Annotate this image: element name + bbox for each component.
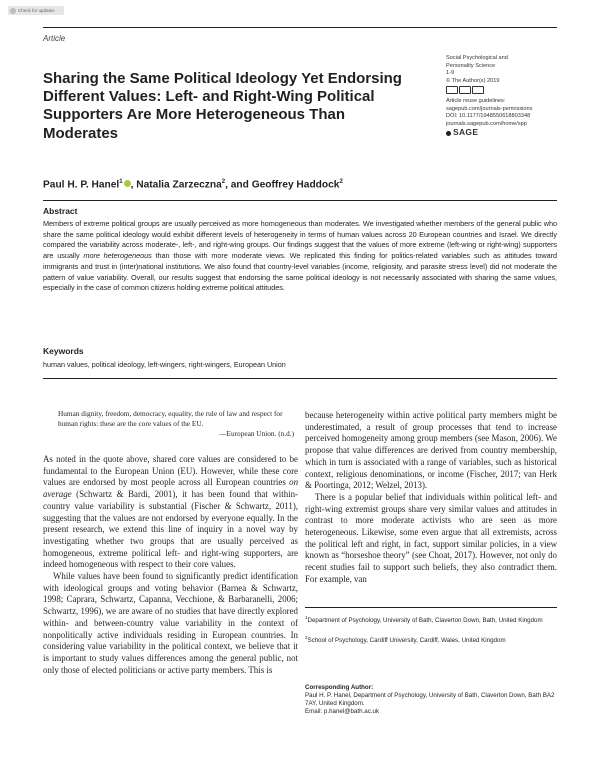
abstract-part: Members of extreme political groups are usually perceived as more homogeneous than moderates. We investigated whether members of the general public who share the same political ideology would exhibit different levels of heterogeneity in terms of human values across 20 European countries and Israel. We directly compared the variability across moderate-, left-, and right-wing groups. Our findings suggest that the values of more extreme (left-wing or right-wing) supporters are usually [43, 219, 557, 261]
journal-line: Article reuse guidelines: [446, 97, 506, 104]
paragraph [43, 454, 298, 571]
text-emphasis: on average [43, 477, 298, 500]
corresponding-address: Paul H. P. Hanel, Department of Psychology, University of Bath, Claverton Down, Bath BA2 7AY, United Kingdom. [305, 692, 555, 708]
permissions-link[interactable]: sagepub.com/journals-permissions [446, 105, 533, 112]
journal-line: Social Psychological and [446, 55, 508, 61]
journal-info [446, 55, 558, 137]
article-type: Article [43, 34, 66, 43]
author-name: , and Geoffrey Haddock [225, 179, 340, 191]
corresponding-heading: Corresponding Author: [305, 684, 374, 691]
corresponding-email[interactable]: Email: p.hanel@bath.ac.uk [305, 708, 380, 716]
author-list [43, 179, 343, 190]
header-rule [43, 27, 557, 28]
affiliation-footnote [305, 614, 557, 625]
sage-mark-icon [446, 131, 451, 136]
epigraph-source: —European Union. (n.d.) [219, 429, 294, 438]
footnote-text: School of Psychology, Cardiff University, Cardiff, Wales, United Kingdom [307, 637, 506, 645]
author-name: Paul H. P. Hanel [43, 179, 120, 191]
cc-license-icon[interactable] [446, 86, 484, 94]
affiliation-marker: 1 [119, 179, 123, 185]
journal-home-link[interactable]: journals.sagepub.com/home/spp [446, 120, 527, 127]
text-run: As noted in the quote above, shared core values are considered to be fundamental to the European Union (EU). However, while these core values are endorsed by most people across all European countries [43, 454, 298, 488]
section-rule [43, 378, 557, 379]
paragraph: While values have been found to significantly predict identification with ideological groups and voting behavior (Barnea & Schwartz, 1998; Caprara, Schwartz, Capanna, Vecchione, & Barbaranelli, 2006; Schwartz, 1996), we are aware of no studies that have directly explored within- and between-country value variability in the context of nonpolitically active individuals residing in European countries. In considering value variability in the political context, we believe that it is important to study values differences among the general public, not only those of elected politicians or active party members. This is [43, 571, 298, 675]
affiliation-marker: 2 [221, 179, 226, 185]
footnote-text: Department of Psychology, University of Bath, Claverton Down, Bath, United Kingdom [307, 617, 543, 625]
footnote-marker: 1 [305, 615, 308, 620]
badge-label: Check for updates [18, 8, 55, 13]
paragraph: There is a popular belief that individuals within political left- and right-wing extremist groups share very similar values and attitudes in contrast to more moderate activists who are seen as more heterogeneous. Likewise, some even argue that all extremists, across the political left and right, in fact, support similar policies, in a view known as “horseshoe theory” (see Choat, 2017). However, not only do recent studies fail to support such beliefs, they also contradict them. For example, van [305, 491, 557, 584]
check-for-updates-badge[interactable] [8, 6, 64, 15]
journal-line: 1-9 [446, 70, 455, 77]
text-run: (Schwartz & Bardi, 2001), it has been found that within-country value variability is substantial (Fischer & Schwartz, 2011), suggesting that the values are not endorsed by everyone equally. In the present research, we extend this line of inquiry in a novel way by investigating whether two groups that are usually perceived as homogeneous, extreme political left- and right-wing supporters, are indeed homogeneous with respect to their core values. [43, 489, 298, 570]
author-name: , Natalia Zarzeczna [130, 179, 222, 191]
article-title: Sharing the Same Political Ideology Yet Endorsing Different Values: Left- and Right-Wing Political Supporters Are More Heterogeneous Than Moderates [43, 70, 402, 142]
abstract-text [43, 219, 557, 294]
journal-line: Personality Science [446, 62, 496, 69]
sage-logo [446, 129, 558, 137]
abstract-heading: Abstract [43, 206, 78, 216]
body-column-right [305, 410, 557, 586]
orcid-icon[interactable] [124, 180, 131, 187]
abstract-part: than those with more moderate views. We replicated this finding for politics-related variables such as attitudes toward immigrants and trust in (inter)national institutions. We also found that country-level variables (income, religiosity, and parasite stress level) did not moderate the pattern of value variability. Overall, our results suggest that endorsing the same political ideology is not necessarily associated with sharing the same values, especially in the case of common citizens holding extreme political attitudes. [43, 251, 557, 293]
epigraph-quote: Human dignity, freedom, democracy, equality, the rule of law and respect for human rights: these are the core values of the EU. [58, 409, 283, 429]
refresh-icon [10, 8, 16, 14]
journal-line: © The Author(s) 2019 [446, 77, 500, 84]
affiliation-marker: 2 [339, 179, 343, 185]
keywords-heading: Keywords [43, 346, 84, 356]
doi-link[interactable]: DOI: 10.1177/1948550618803348 [446, 113, 531, 120]
publisher-name: SAGE [453, 127, 479, 138]
keywords-text: human values, political ideology, left-wingers, right-wingers, European Union [43, 360, 286, 369]
paragraph: because heterogeneity within active political party members might be underestimated, a result of group processes that tend to increase perceived homogeneity among group members (see Mason, 2006). We propose that value differences are derived from country membership, which in turn is associated with a range of variables, such as historical context, religious denominations, or income (Fischer, 2017; van Herk & Poortinga, 2012; Welzel, 2013). [305, 410, 557, 491]
footnote-rule [305, 607, 557, 608]
corresponding-author [305, 684, 557, 716]
abstract-emphasis: more heterogeneous [83, 251, 152, 261]
section-rule [43, 200, 557, 201]
affiliation-footnote [305, 634, 557, 645]
footnote-marker: 2 [305, 635, 308, 640]
body-column-left [43, 454, 298, 676]
